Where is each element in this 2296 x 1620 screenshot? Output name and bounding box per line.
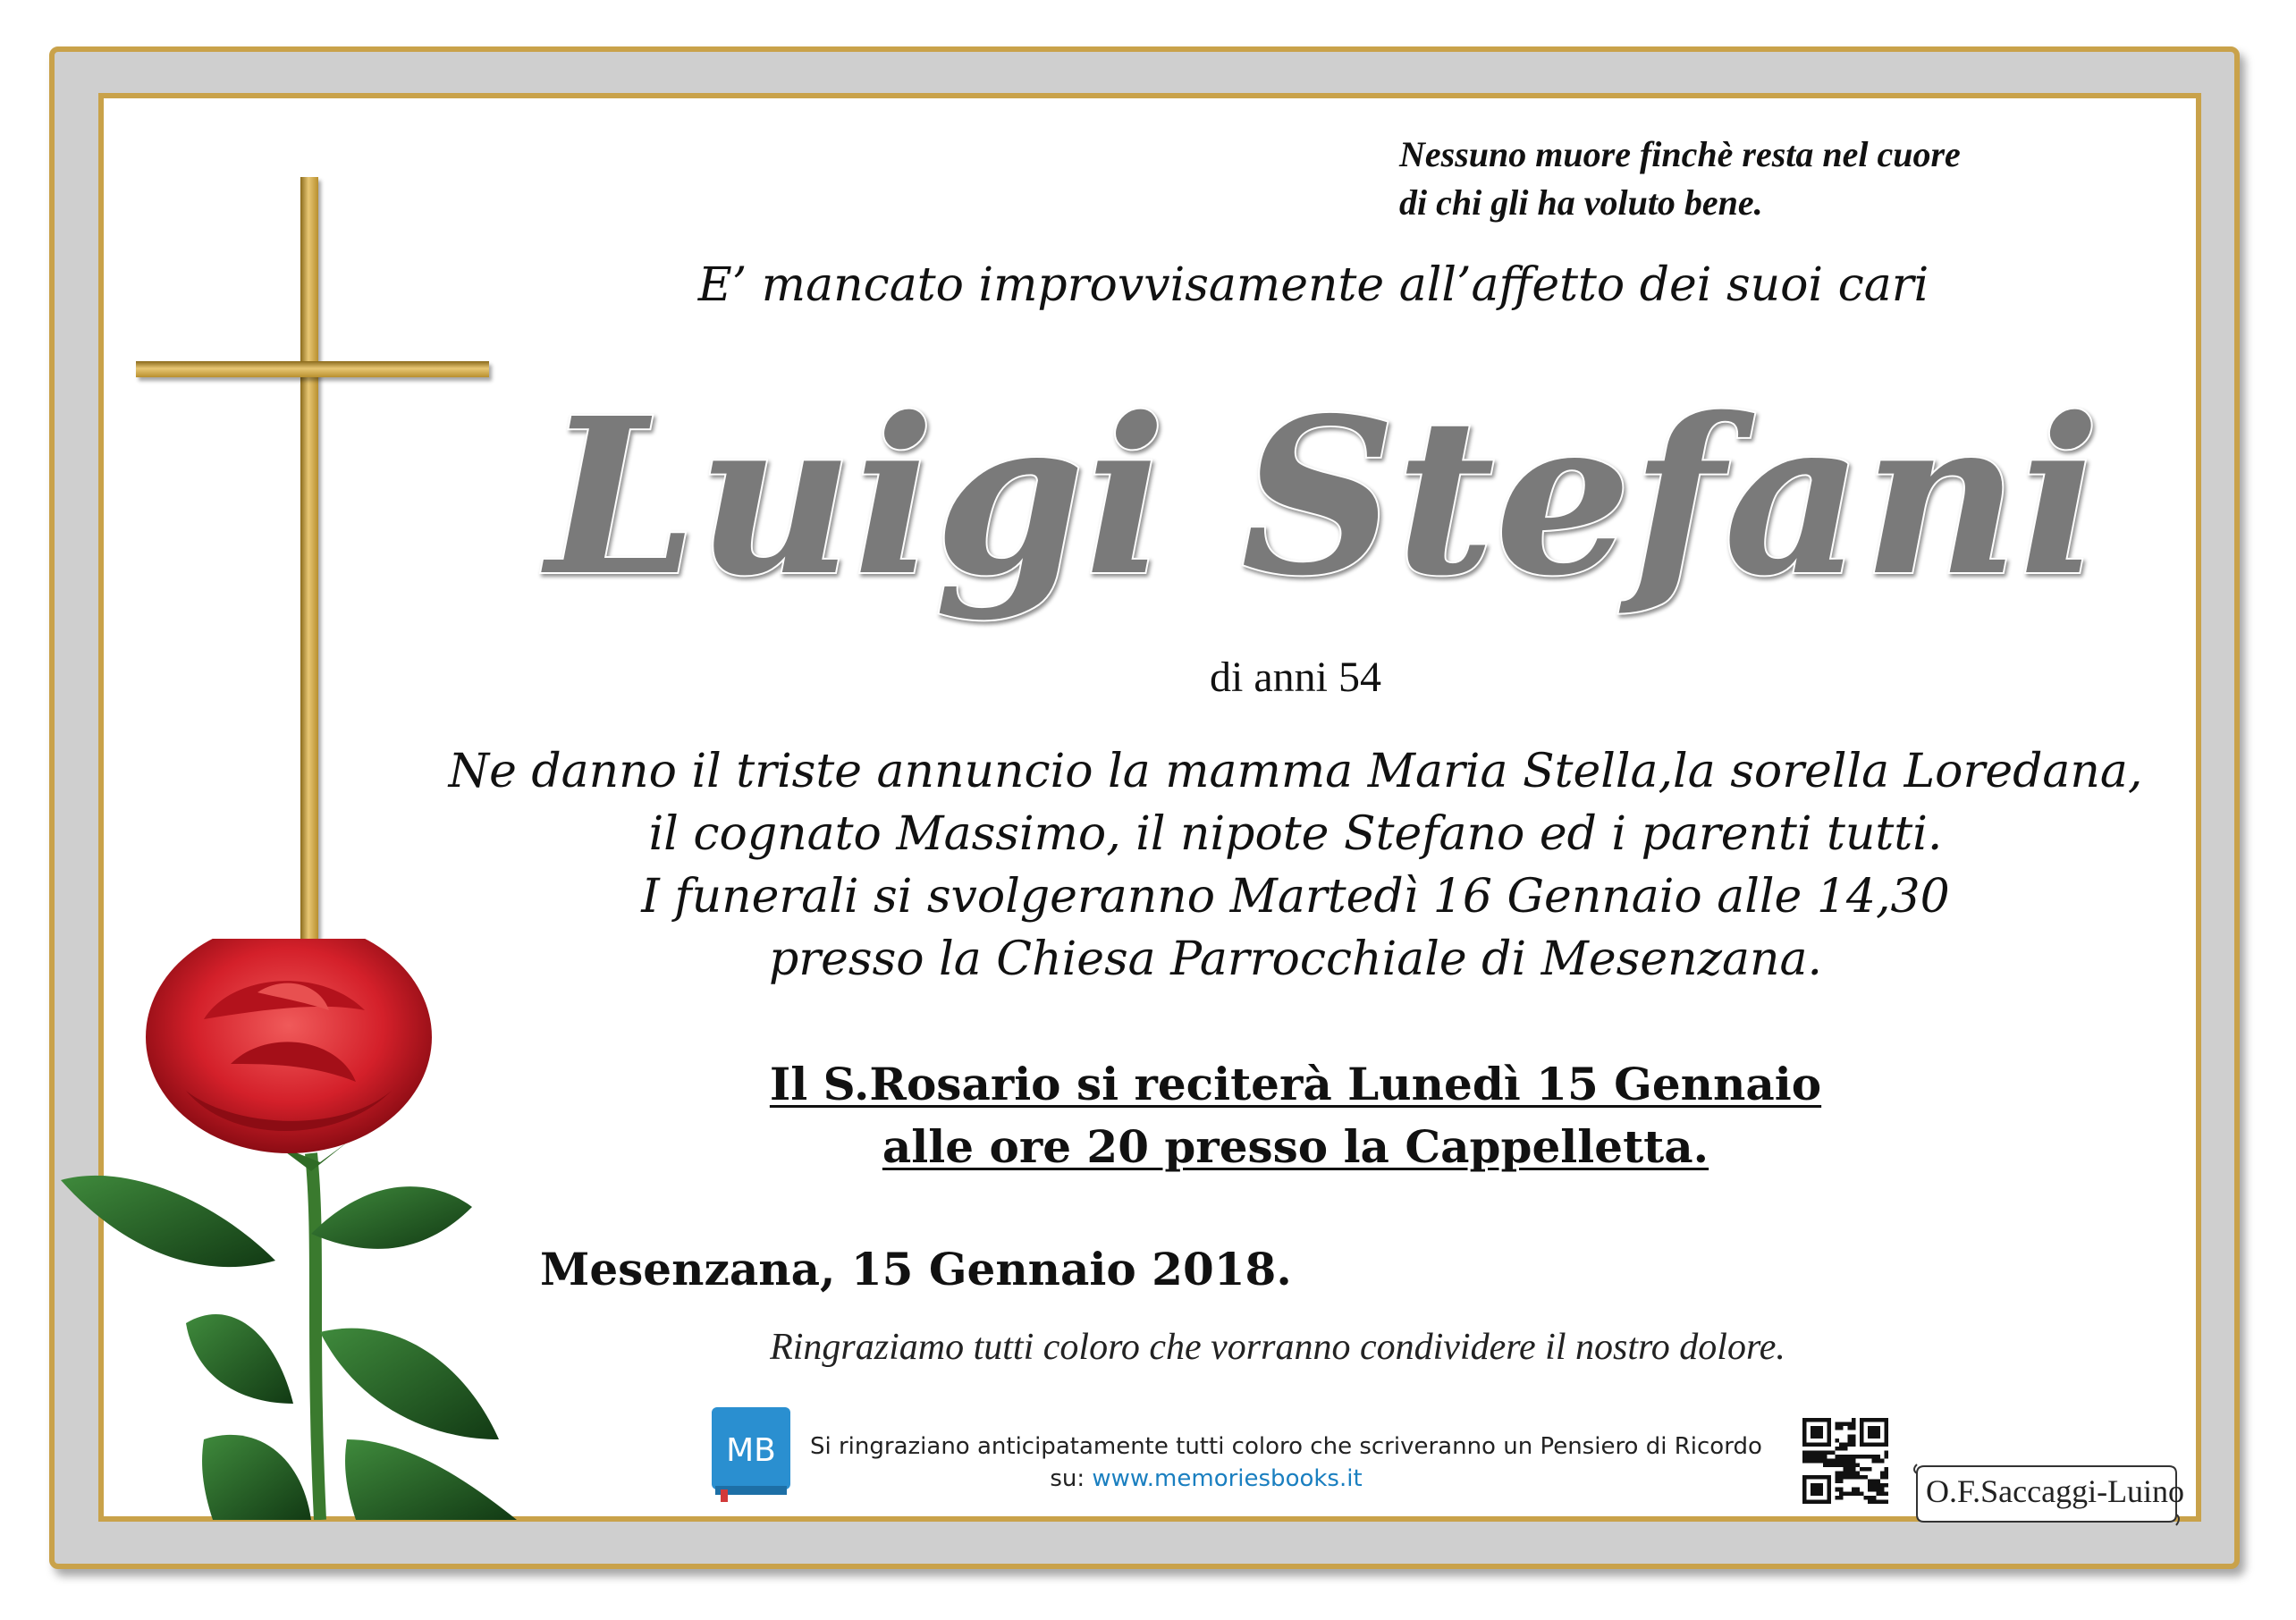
rosary-line-1: Il S.Rosario si reciterà Lunedì 15 Gennaio (769, 1058, 1822, 1110)
announcement-line-3: I funerali si svolgeranno Martedì 16 Gennaio alle 14,30 (641, 870, 1950, 924)
footer-line-1: Si ringraziano anticipatamente tutti coloro che scriveranno un Pensiero di Ricordo (810, 1433, 1762, 1460)
announcement-line-1: Ne danno il triste annuncio la mamma Maria Stella,la sorella Loredana, (448, 745, 2143, 798)
age-text: di anni 54 (1210, 654, 1381, 701)
cross-bar (136, 361, 489, 377)
memoriesbooks-link[interactable]: www.memoriesbooks.it (1092, 1465, 1363, 1492)
logo-text: MB (726, 1432, 776, 1469)
rosary-notice (0, 1053, 2296, 1178)
announcement (0, 740, 2296, 991)
epigraph-line-2: di chi gli ha voluto bene. (1399, 182, 1763, 223)
place-date: Mesenzana, 15 Gennaio 2018. (540, 1243, 1292, 1295)
epigraph (1399, 131, 1961, 227)
thanks-text: Ringraziamo tutti coloro che vorranno condividere il nostro dolore. (770, 1327, 1785, 1368)
deceased-name-text: Luigi Stefani (545, 371, 2101, 623)
intro-text: E’ mancato improvvisamente all’affetto dei suoi cari (697, 258, 1929, 312)
rosary-line-2: alle ore 20 presso la Cappelletta. (882, 1120, 1709, 1173)
deceased-name (483, 358, 2164, 653)
announcement-line-4: presso la Chiesa Parrocchiale di Mesenzana. (769, 932, 1822, 986)
qr-code[interactable] (1802, 1418, 1888, 1504)
rose-image (52, 939, 553, 1520)
funeral-home-stamp: O.F.Saccaggi-Luino (1926, 1473, 2185, 1509)
footer-prefix: su: (1050, 1465, 1093, 1492)
announcement-line-2: il cognato Massimo, il nipote Stefano ed i parenti tutti. (648, 807, 1943, 861)
epigraph-line-1: Nessuno muore finchè resta nel cuore (1399, 134, 1961, 174)
